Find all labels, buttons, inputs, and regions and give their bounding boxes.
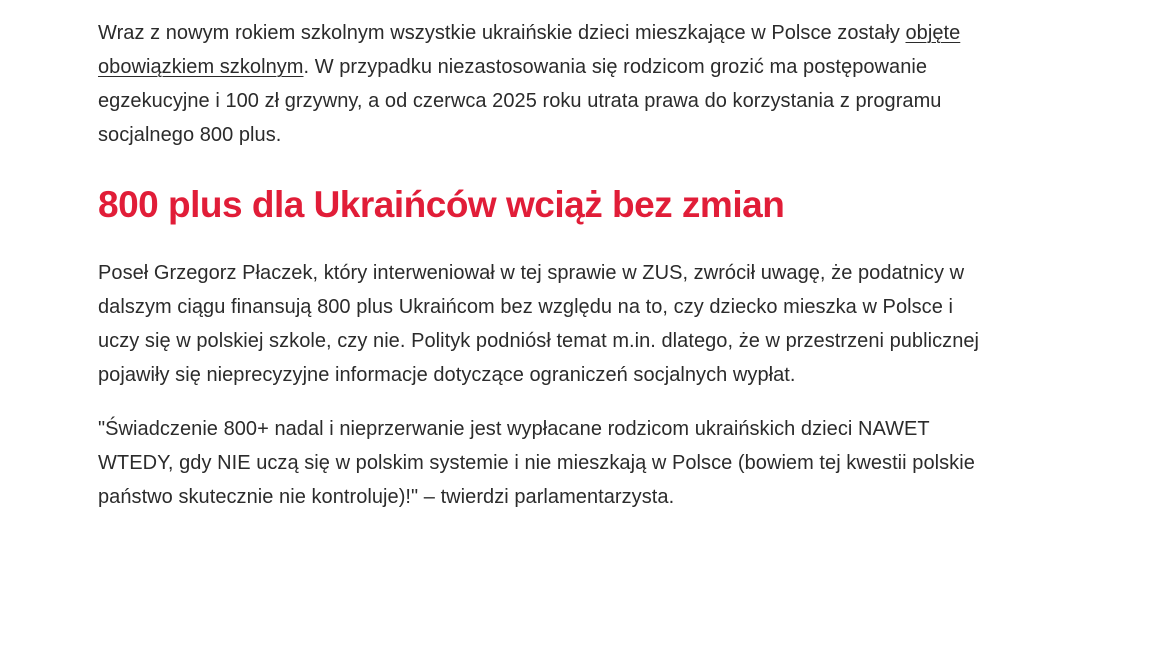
intro-text-end: . W przypadku niezastosowania się rodzicom grozić ma postępowanie egzekucyjne i 100 zł grzywny, a od czerwca 2025 roku utrata prawa do korzystania z programu socjalnego 800 plus. <box>98 56 942 146</box>
section-heading: 800 plus dla Ukraińców wciąż bez zmian <box>98 184 785 225</box>
intro-text-start: Wraz z nowym rokiem szkolnym wszystkie ukraińskie dzieci mieszkające w Polsce zostały <box>98 22 906 44</box>
quote-paragraph: "Świadczenie 800+ nadal i nieprzerwanie jest wypłacane rodzicom ukraińskich dzieci NAWET WTEDY, gdy NIE uczą się w polskim systemie i nie mieszkają w Polsce (bowiem tej kwestii polskie państwo skutecznie nie kontroluje)!" – twierdzi parlamentarzysta. <box>98 418 975 508</box>
article-body <box>98 16 988 514</box>
intro-paragraph <box>98 16 988 152</box>
body-paragraph-2: Poseł Grzegorz Płaczek, który interweniował w tej sprawie w ZUS, zwrócił uwagę, że podatnicy w dalszym ciągu finansują 800 plus Ukraińcom bez względu na to, czy dziecko mieszka w Polsce i uczy się w polskiej szkole, czy nie. Polityk podniósł temat m.in. dlatego, że w przestrzeni publicznej pojawiły się nieprecyzyjne informacje dotyczące ograniczeń socjalnych wypłat. <box>98 262 980 386</box>
school-obligation-link[interactable]: objęte obowiązkiem szkolnym <box>98 22 961 78</box>
